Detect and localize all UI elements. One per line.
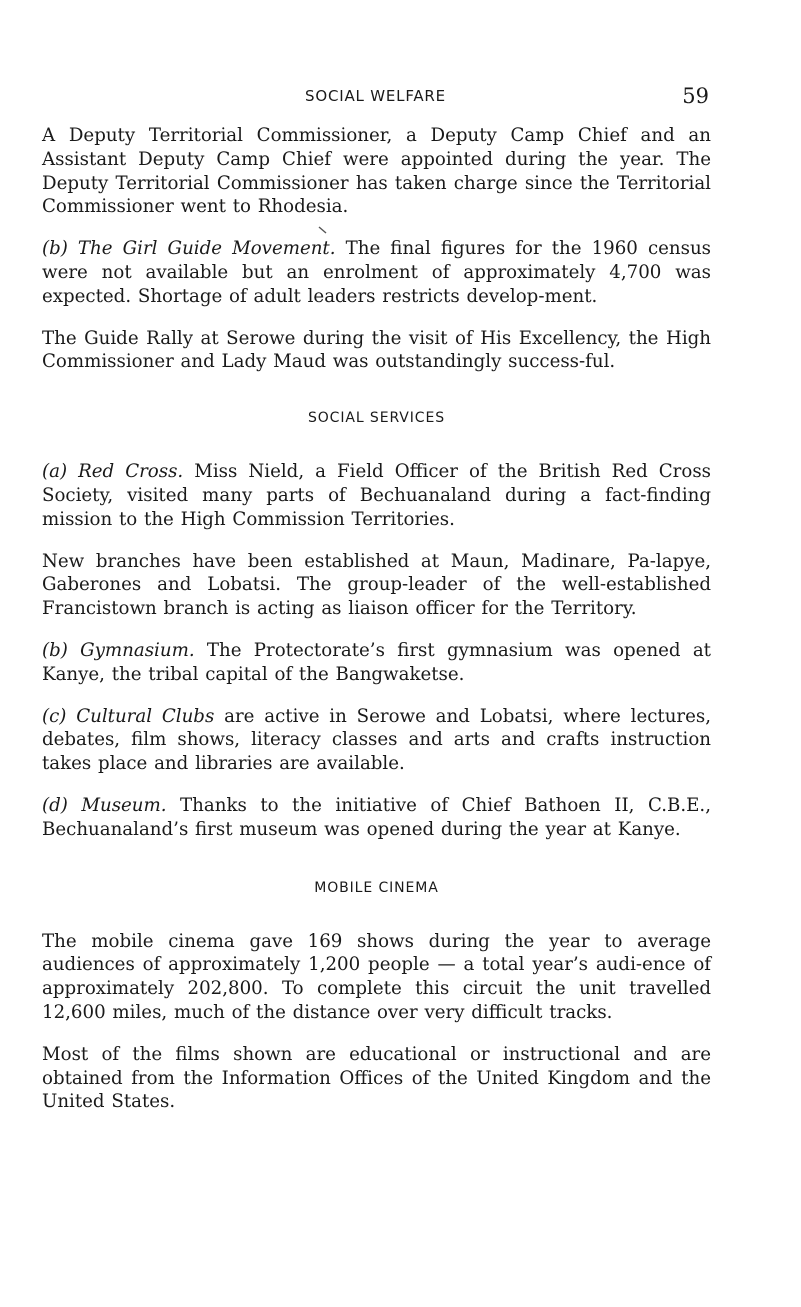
gymnasium-text: The Protectorate’s first gymnasium was opened at Kanye, the tribal capital of the Bangwaketse. <box>42 639 711 685</box>
girl-guide-label: (b) The Girl Guide Movement. <box>42 238 336 260</box>
branches-paragraph: New branches have been established at Maun, Madinare, Pa-lapye, Gaberones and Lobatsi. The group-leader of the well-established Francistown branch is acting as liaison officer for the Territory. <box>42 550 711 620</box>
section-heading-social-services: SOCIAL SERVICES <box>307 410 446 427</box>
intro-paragraph: A Deputy Territorial Commissioner, a Deputy Camp Chief and an Assistant Deputy Camp Chief were appointed during the year. The Deputy Territorial Commissioner has taken charge since the Territorial Commissioner went to Rhodesia. <box>42 125 711 218</box>
page-body <box>42 124 711 1114</box>
museum-paragraph <box>42 794 711 842</box>
girl-guide-paragraph <box>42 237 711 308</box>
red-cross-text: Miss Nield, a Field Officer of the British Red Cross Society, visited many parts of Bechuanaland during a fact-finding mission to the High Commission Territories. <box>42 461 711 530</box>
cultural-clubs-paragraph <box>42 705 711 776</box>
girl-guide-text: The final figures for the 1960 census were not available but an enrolment of approximately 4,700 was expected. Shortage of adult leaders restricts develop-ment. <box>42 238 711 307</box>
cultural-clubs-text: are active in Serowe and Lobatsi, where lectures, debates, film shows, literacy classes and arts and crafts instruction takes place and libraries are available. <box>42 705 711 775</box>
page-number: 59 <box>682 84 709 108</box>
museum-text: Thanks to the initiative of Chief Bathoen II, C.B.E., Bechuanaland’s first museum was opened during the year at Kanye. <box>42 794 711 840</box>
cinema-shows-paragraph: The mobile cinema gave 169 shows during the year to average audiences of approximately 1,200 people — a total year’s audi-ence of approximately 202,800. To complete this circuit the unit travelled 12,600 miles, much of the distance over very difficult tracks. <box>42 930 711 1023</box>
gymnasium-label: (b) Gymnasium. <box>42 639 195 661</box>
guide-rally-paragraph: The Guide Rally at Serowe during the visit of His Excellency, the High Commissioner and Lady Maud was outstandingly success-ful. <box>42 327 711 373</box>
red-cross-label: (a) Red Cross. <box>42 461 184 483</box>
section-heading-mobile-cinema: MOBILE CINEMA <box>314 879 439 896</box>
running-head <box>42 84 709 108</box>
red-cross-paragraph <box>42 460 711 531</box>
cinema-films-paragraph: Most of the films shown are educational or instructional and are obtained from the Information Offices of the United Kingdom and the United States. <box>42 1043 711 1113</box>
pen-tick-mark <box>318 225 332 237</box>
museum-label: (d) Museum. <box>42 794 167 816</box>
cultural-clubs-label: (c) Cultural Clubs <box>42 705 215 727</box>
gymnasium-paragraph <box>42 639 711 687</box>
running-head-title: SOCIAL WELFARE <box>305 87 446 105</box>
